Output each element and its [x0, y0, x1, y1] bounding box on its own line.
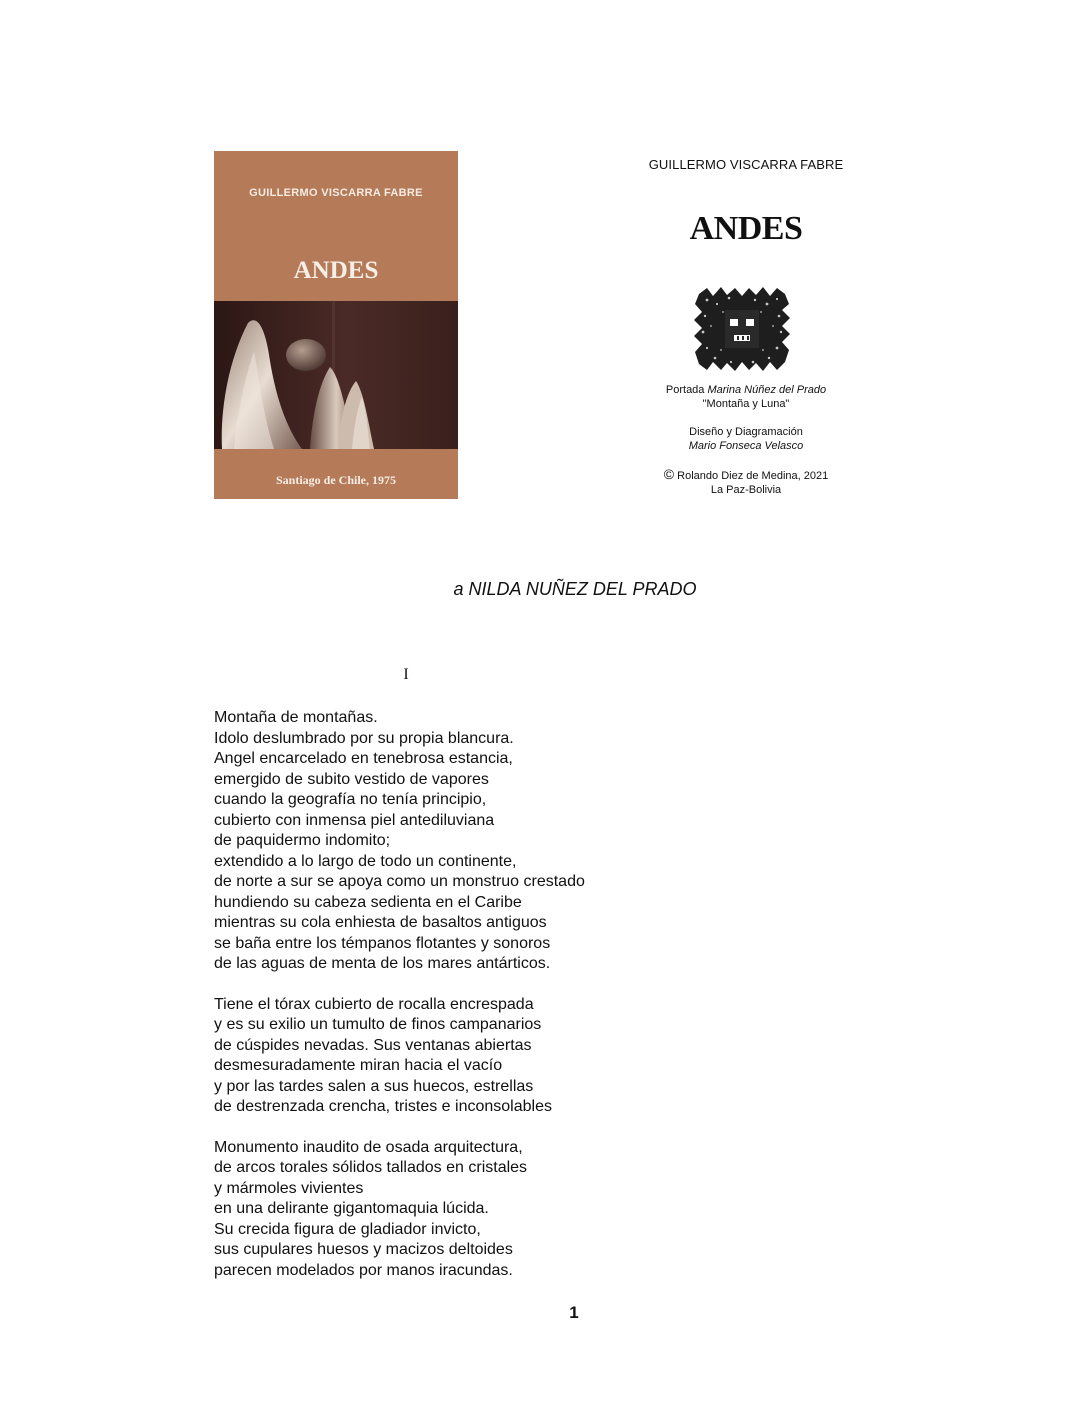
poem-line: y por las tardes salen a sus huecos, estrellas — [214, 1077, 534, 1095]
poem-line: y es su exilio un tumulto de finos campanarios — [214, 1016, 542, 1033]
poem-line: Montaña de montañas. — [214, 709, 378, 726]
poem-line: Su crecida figura de gladiador invicto, — [214, 1220, 481, 1238]
cover-credit-label: Portada — [665, 384, 705, 396]
poem-body — [214, 708, 834, 1301]
poem-line: de cúspides nevadas. Sus ventanas abiertas — [214, 1036, 532, 1054]
poem-line: de las aguas de menta de los mares antárticos. — [214, 955, 551, 972]
cover-imprint: Santiago de Chile, 1975 — [275, 473, 396, 487]
poem-line: Monumento inaudito de osada arquitectura, — [214, 1138, 523, 1156]
poem-line: desmesuradamente miran hacia el vacío — [214, 1057, 503, 1074]
cover-title: ANDES — [293, 257, 379, 284]
poem-line: y mármoles vivientes — [214, 1179, 364, 1197]
poem-line: de arcos torales sólidos tallados en cristales — [214, 1159, 528, 1176]
poem-line: Tiene el tórax cubierto de rocalla encrespada — [214, 995, 534, 1013]
cover-work-title: "Montaña y Luna" — [702, 398, 790, 410]
poem-line: cubierto con inmensa piel antediluviana — [214, 811, 495, 829]
cover-credit — [600, 383, 892, 411]
title-page-author: GUILLERMO VISCARRA FABRE — [648, 157, 844, 172]
poem-line: emergido de subito vestido de vapores — [214, 770, 489, 788]
poem-line: extendido a lo largo de todo un continente, — [214, 852, 517, 870]
poem-line: de norte a sur se apoya como un monstruo crestado — [214, 873, 585, 890]
sun-mask-emblem — [693, 286, 791, 372]
design-credit-label: Diseño y Diagramación — [689, 426, 803, 438]
poem-line: se baña entre los témpanos flotantes y sonoros — [214, 934, 551, 952]
poem-line: mientras su cola enhiesta de basaltos antiguos — [214, 914, 547, 931]
cover-author: GUILLERMO VISCARRA FABRE — [249, 187, 423, 199]
stanza — [214, 1138, 834, 1282]
dedication: a NILDA NUÑEZ DEL PRADO — [453, 579, 697, 599]
poem-line: parecen modelados por manos iracundas. — [214, 1261, 513, 1279]
poem-line: sus cupulares huesos y macizos deltoides — [214, 1241, 513, 1258]
poem-line: en una delirante gigantomaquia lúcida. — [214, 1200, 489, 1217]
cover-sculpture-photo — [214, 301, 458, 449]
poem-line: cuando la geografía no tenía principio, — [214, 791, 487, 808]
poem-line: Idolo deslumbrado por su propia blancura. — [214, 729, 514, 747]
title-page-credits — [600, 383, 892, 511]
poem-line: de paquidermo indomito; — [214, 832, 391, 849]
design-credit-name: Mario Fonseca Velasco — [688, 440, 804, 452]
poem-section-numeral: I — [403, 666, 409, 683]
copyright-block — [600, 467, 892, 497]
book-cover — [214, 151, 458, 499]
poem-line: hundiendo su cabeza sedienta en el Caribe — [214, 893, 522, 911]
design-credit — [600, 425, 892, 453]
poem-line: de destrenzada crencha, tristes e inconsolables — [214, 1098, 552, 1115]
title-page-title: ANDES — [689, 210, 803, 247]
stanza — [214, 708, 834, 975]
poem-line: Angel encarcelado en tenebrosa estancia, — [214, 750, 513, 767]
copyright-text: Rolando Diez de Medina, 2021 — [677, 470, 829, 482]
cover-credit-name: Marina Núñez del Prado — [707, 384, 827, 396]
copyright-icon: © — [663, 466, 675, 482]
stanza — [214, 995, 834, 1118]
page-number: 1 — [569, 1303, 579, 1322]
publication-place: La Paz-Bolivia — [710, 484, 782, 496]
